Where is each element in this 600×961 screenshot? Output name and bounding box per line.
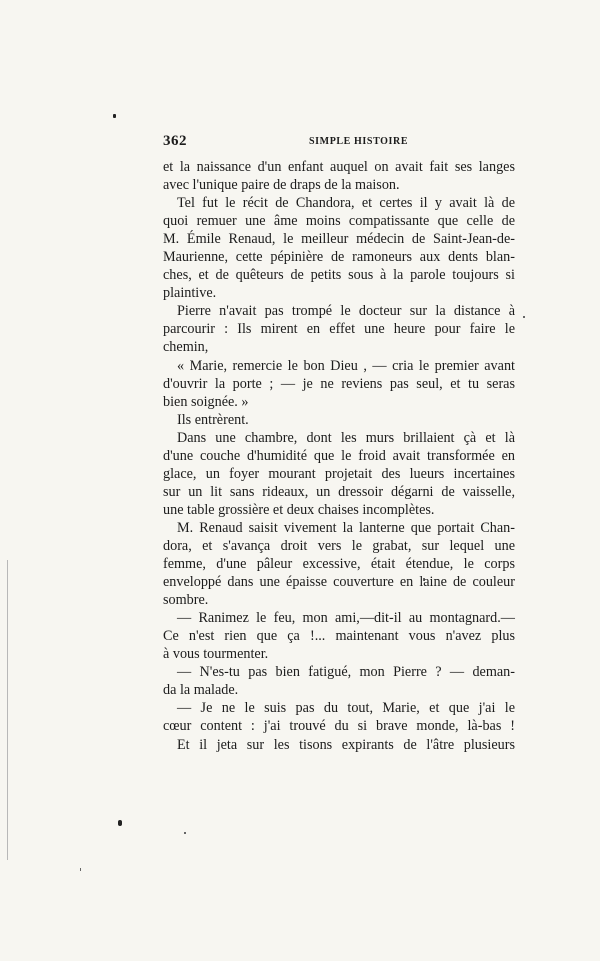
text-line: glace, un foyer mourant projetait des lueurs incertaines: [163, 465, 515, 482]
text-line: Tel fut le récit de Chandora, et certes il y avait là de: [177, 195, 515, 212]
text-line: dora, et s'avança droit vers le grabat, sur lequel une: [163, 537, 515, 554]
page-edge-shadow: [7, 560, 8, 860]
text-line: — Ranimez le feu, mon ami,—dit-il au montagnard.—: [177, 610, 515, 627]
text-line: M. Renaud saisit vivement la lanterne que portait Chan-: [177, 519, 515, 536]
text-line: « Marie, remercie le bon Dieu , — cria le premier avant: [177, 357, 515, 374]
text-line: avec l'unique paire de draps de la maison.: [163, 177, 400, 194]
text-line: da la malade.: [163, 682, 239, 699]
text-line: plaintive.: [163, 285, 217, 302]
text-line: sombre.: [163, 592, 209, 609]
page-number: 362: [163, 133, 187, 149]
ink-speck: [118, 820, 122, 826]
text-line: enveloppé dans une épaisse couverture en laine de couleur: [163, 574, 515, 591]
text-line: Ils entrèrent.: [177, 411, 249, 428]
body-text: [163, 158, 515, 754]
text-line: sur un lit sans rideaux, un dressoir dégarni de vaisselle,: [163, 483, 515, 500]
text-line: quoi remuer une âme moins compatissante que celle de: [163, 213, 515, 230]
text-line: et la naissance d'un enfant auquel on avait fait ses langes: [163, 159, 515, 175]
text-line: chemin,: [163, 339, 209, 356]
text-line: — Je ne le suis pas du tout, Marie, et que j'ai le: [177, 700, 515, 717]
text-line: cœur content : j'ai trouvé du si brave monde, là-bas !: [163, 718, 515, 735]
text-line: à vous tourmenter.: [163, 646, 269, 663]
text-line: femme, d'une pâleur excessive, était étendue, le corps: [163, 556, 515, 573]
text-line: — N'es-tu pas bien fatigué, mon Pierre ? — deman-: [177, 664, 515, 681]
text-line: bien soignée. »: [163, 393, 249, 410]
text-line: M. Émile Renaud, le meilleur médecin de Saint-Jean-de-: [163, 231, 515, 248]
ink-speck: [80, 868, 81, 871]
text-line: Pierre n'avait pas trompé le docteur sur la distance à: [177, 303, 515, 320]
page-header: [163, 133, 515, 149]
text-line: Maurienne, cette pépinière de ramoneurs aux dents blan-: [163, 249, 515, 266]
running-title: SIMPLE HISTOIRE: [309, 136, 409, 147]
text-line: Dans une chambre, dont les murs brillaient çà et là: [177, 429, 515, 446]
ink-speck: [113, 114, 116, 118]
text-line: ches, et de quêteurs de petits sous à la parole toujours si: [163, 267, 515, 284]
text-line: d'ouvrir la porte ; — je ne reviens pas seul, et tu seras: [163, 375, 515, 392]
text-line: Et il jeta sur les tisons expirants de l'âtre plusieurs: [177, 736, 515, 753]
ink-speck: [523, 316, 525, 318]
text-line: une table grossière et deux chaises incomplètes.: [163, 501, 435, 518]
text-line: d'une couche d'humidité que le froid avait transformée en: [163, 447, 515, 464]
text-line: parcourir : Ils mirent en effet une heure pour faire le: [163, 321, 515, 338]
text-line: Ce n'est rien que ça !... maintenant vous n'avez plus: [163, 628, 515, 645]
ink-speck: [184, 832, 186, 834]
